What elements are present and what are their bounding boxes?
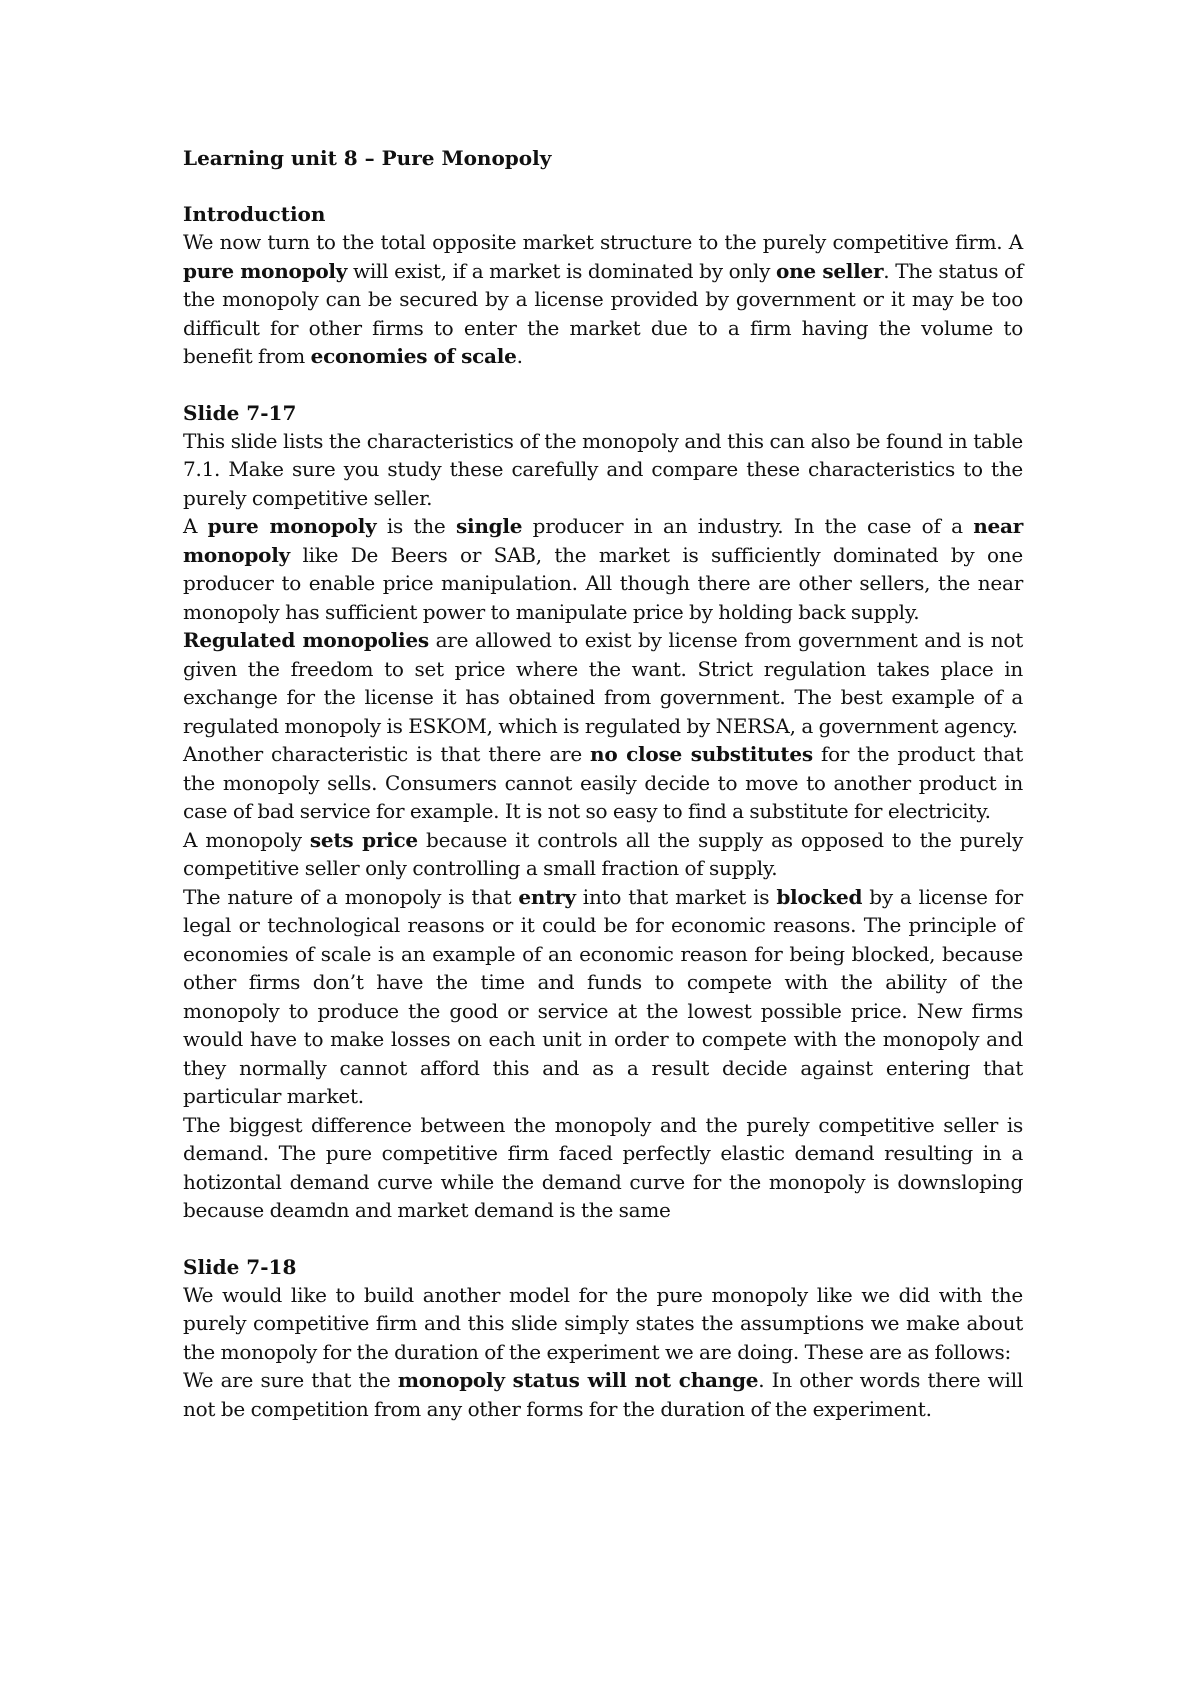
bold-term: monopoly status will not change [397,1368,759,1392]
bold-term: single [455,514,523,538]
text-run: . In other words there will not be competition from any other forms for the duration of the experiment. [183,1368,1023,1421]
text-run: into that market is [575,884,777,909]
bold-term: economies of scale [310,344,517,368]
text-run: The biggest difference between the monopoly and the purely competitive seller is demand. The pure competitive firm faced perfectly elastic demand resulting in a hotizontal demand curve while the demand curve for the monopoly is downsloping because deamdn and market demand is the same [183,1112,1023,1222]
text-run: will exist, if a market is dominated by only [347,258,777,283]
text-run: A [183,514,208,538]
text-run: by a license for legal or technological reasons or it could be for economic reasons. The principle of economies of scale is an example of an economic reason for being blocked, because other firms don’t have the time and funds to compete with the ability of the monopoly to produce the good or service at the lowest possible price. New firms would have to make losses on each unit in order to compete with the monopoly and they normally cannot afford this and as a result decide against entering that particular market. [183,884,1023,1108]
section-slide-7-18 [183,1253,1023,1424]
bold-term: pure monopoly [183,258,348,283]
paragraph [183,826,1023,883]
text-run: The nature of a monopoly is that [183,884,519,909]
text-run: for the product that the monopoly sells. Consumers cannot easily decide to move to another product in case of bad service for example. It is not so easy to find a substitute for electricity. [183,742,1023,823]
text-run: because it controls all the supply as opposed to the purely competitive seller only controlling a small fraction of supply. [183,827,1023,880]
paragraph [183,740,1023,826]
text-run: We now turn to the total opposite market structure to the purely competitive firm. A [183,230,1023,254]
section-slide-7-17 [183,399,1023,1225]
text-run: This slide lists the characteristics of the monopoly and this can also be found in table 7.1. Make sure you study these carefully and compare these characteristics to the purely competitive seller. [183,428,1023,510]
bold-term: entry [518,884,576,909]
bold-term: sets price [309,827,418,852]
section-heading: Slide 7-17 [183,400,297,425]
paragraph [183,626,1023,740]
bold-term: pure monopoly [207,514,377,538]
section-heading: Introduction [183,202,326,226]
paragraph [183,1111,1023,1225]
bold-term: one seller [776,258,884,283]
paragraph [183,1366,1023,1423]
text-run: . The status of the monopoly can be secured by a license provided by government or it may be too difficult for other firms to enter the market due to a firm having the volume to benefit from [183,258,1024,368]
document-page [183,144,1023,1423]
text-run: We would like to build another model for the pure monopoly like we did with the purely competitive firm and this slide simply states the assumptions we make about the monopoly for the duration of the experiment we are doing. These are as follows: [183,1282,1023,1364]
text-run: producer in an industry. In the case of a [522,514,974,538]
text-run: like De Beers or SAB, the market is sufficiently dominated by one producer to enable price manipulation. All though there are other sellers, the near monopoly has sufficient power to manipulate price by holding back supply. [183,542,1023,624]
bold-term: blocked [776,884,863,909]
text-run: . [516,344,523,368]
document-title: Learning unit 8 – Pure Monopoly [183,146,552,170]
paragraph [183,883,1023,1111]
paragraph [183,1281,1023,1367]
bold-term: no close substitutes [590,742,813,766]
paragraph [183,512,1023,626]
text-run: are allowed to exist by license from government and is not given the freedom to set price where the want. Strict regulation takes place in exchange for the license it has obtained from government. The best example of a regulated monopoly is ESKOM, which is regulated by NERSA, a government agency. [183,628,1023,738]
bold-term: near monopoly [183,514,1023,567]
paragraph [183,427,1023,513]
section-introduction [183,200,1023,371]
paragraph [183,228,1023,371]
text-run: Another characteristic is that there are [183,742,591,766]
section-heading: Slide 7-18 [183,1254,297,1279]
text-run: A monopoly [183,827,310,852]
bold-term: Regulated monopolies [183,628,429,652]
text-run: is the [376,514,456,538]
text-run: We are sure that the [183,1368,398,1392]
